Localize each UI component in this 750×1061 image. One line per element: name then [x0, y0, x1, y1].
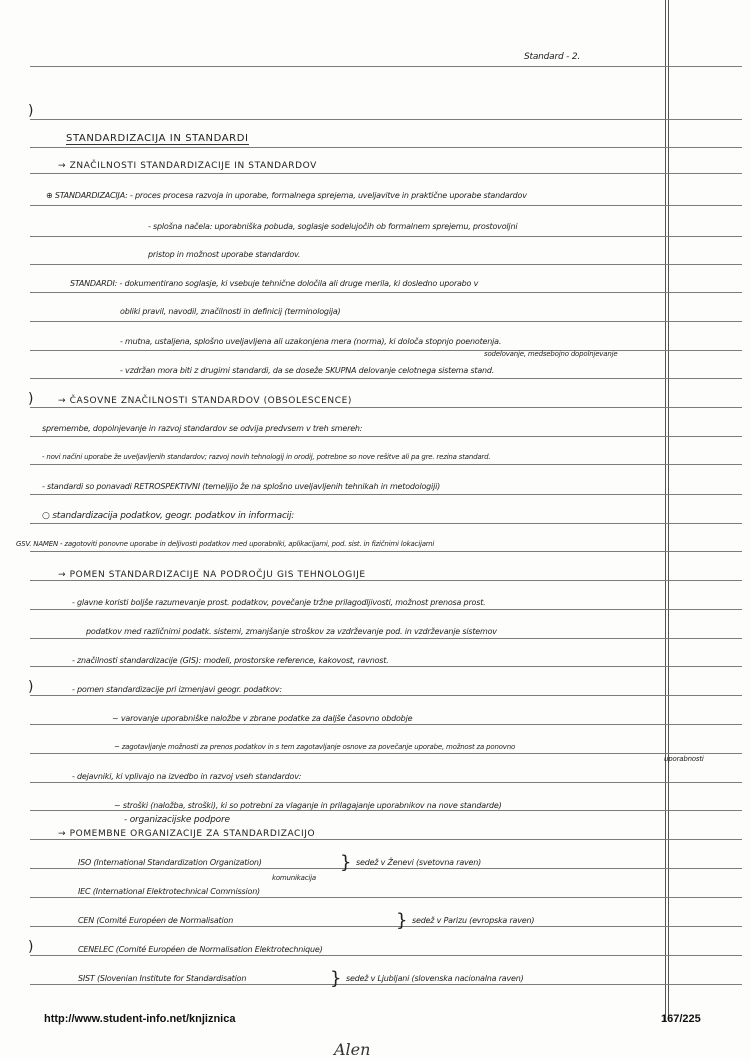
- org-sist-note: sedež v Ljubljani (slovenska nacionalna raven): [346, 974, 524, 983]
- rule-line: [30, 955, 742, 956]
- rule-line: [30, 236, 742, 237]
- margin-tick: ): [28, 939, 34, 955]
- rule-line: [30, 868, 742, 869]
- text-line: ~ stroški (naložba, stroški), ki so potrebni za vlaganje in prilagajanje uporabnikov na nove standarde): [114, 801, 502, 810]
- rule-line: [30, 119, 742, 120]
- page-label: Standard - 2.: [524, 52, 581, 62]
- rule-line: [30, 551, 742, 552]
- rule-line: [30, 753, 742, 754]
- rule-line: [30, 580, 742, 581]
- text-line: - splošna načela: uporabniška pobuda, soglasje sodelujočih ob formalnem sprejemu, prostovoljni: [148, 222, 518, 231]
- rule-line: [30, 436, 742, 437]
- margin-tick: ): [28, 679, 34, 695]
- brace-symbol: }: [396, 910, 408, 931]
- org-iec: IEC (International Elektrotechnical Commission): [78, 887, 260, 896]
- section-heading: → POMEN STANDARDIZACIJE NA PODROČJU GIS TEHNOLOGIJE: [58, 570, 366, 580]
- org-cen: CEN (Comité Européen de Normalisation: [78, 916, 234, 925]
- text-line: GSV. NAMEN - zagotoviti ponovne uporabe in deljivosti podatkov med uporabniki, aplikacijami, pod. sist. in fizičnimi lokacijami: [16, 540, 435, 548]
- rule-line: [30, 695, 742, 696]
- text-line: pristop in možnost uporabe standardov.: [148, 250, 301, 259]
- rule-line: [30, 810, 742, 811]
- text-line: spremembe, dopolnjevanje in razvoj standardov se odvija predvsem v treh smereh:: [42, 424, 363, 433]
- org-cen-note: sedež v Parizu (evropska raven): [412, 916, 535, 925]
- footer-url: http://www.student-info.net/knjiznica: [44, 1013, 236, 1025]
- rule-line: [30, 839, 742, 840]
- rule-line: [30, 321, 742, 322]
- brace-symbol: }: [340, 852, 352, 873]
- org-sist: SIST (Slovenian Institute for Standardisation: [78, 974, 247, 983]
- margin-tick: ): [28, 391, 34, 407]
- margin-tick: ): [28, 103, 34, 119]
- org-cenelec: CENELEC (Comité Européen de Normalisation Elektrotechnique): [78, 945, 323, 954]
- text-line: - značilnosti standardizacije (GIS): modeli, prostorske reference, kakovost, ravnost.: [72, 656, 389, 665]
- text-line: ~ varovanje uporabniške naložbe v zbrane podatke za daljše časovno obdobje: [112, 714, 413, 723]
- rule-line: [30, 984, 742, 985]
- rule-line: [30, 494, 742, 495]
- brace-symbol: }: [330, 968, 342, 989]
- text-line: - novi načini uporabe že uveljavljenih standardov; razvoj novih tehnologij in orodij, potrebne so nove rešitve ali pa gre. rezina standard.: [42, 453, 491, 461]
- org-iso-note: sedež v Ženevi (svetovna raven): [356, 858, 482, 867]
- text-line: - pomen standardizacije pri izmenjavi geogr. podatkov:: [72, 685, 282, 694]
- section-heading: → ČASOVNE ZNAČILNOSTI STANDARDOV (OBSOLESCENCE): [58, 396, 352, 406]
- text-line: ○ standardizacija podatkov, geogr. podatkov in informacij:: [42, 511, 295, 521]
- text-line: obliki pravil, navodil, značilnosti in definicij (terminologija): [120, 307, 341, 316]
- rule-line: [30, 782, 742, 783]
- rule-line: [30, 292, 742, 293]
- annotation-note: komunikacija: [272, 874, 316, 882]
- text-line: - vzdržan mora biti z drugimi standardi, da se doseže SKUPNA delovanje celotnega sistema stand.: [120, 366, 495, 375]
- text-line: podatkov med različnimi podatk. sistemi, zmanjšanje stroškov za vzdrževanje pod. in vzdrževanje sistemov: [86, 627, 497, 636]
- annotation-note: uporabnosti: [664, 755, 704, 763]
- rule-line: [30, 724, 742, 725]
- text-line: - mutna, ustaljena, splošno uveljavljena ali uzakonjena mera (norma), ki določa stopnjo poenotenja.: [120, 337, 502, 346]
- text-line: STANDARDI: - dokumentirano soglasje, ki vsebuje tehnične določila ali druge merila, ki dosledno uporabo v: [70, 279, 479, 288]
- rule-line: [30, 638, 742, 639]
- rule-line: [30, 264, 742, 265]
- rule-line: [30, 173, 742, 174]
- section-heading: → POMEMBNE ORGANIZACIJE ZA STANDARDIZACIJO: [58, 829, 316, 839]
- signature: Alen: [334, 1040, 371, 1059]
- rule-line: [30, 205, 742, 206]
- rule-line: [30, 523, 742, 524]
- footer-page-count: 167/225: [661, 1013, 701, 1025]
- rule-line: [30, 378, 742, 379]
- text-line: - standardi so ponavadi RETROSPEKTIVNI (temeljijo že na splošno uveljavljenih tehnikah in metodologiji): [42, 482, 441, 491]
- text-line: - dejavniki, ki vplivajo na izvedbo in razvoj vseh standardov:: [72, 772, 302, 781]
- page-title: STANDARDIZACIJA IN STANDARDI: [66, 133, 249, 144]
- rule-line: [30, 66, 742, 67]
- rule-line: [30, 407, 742, 408]
- annotation-note: sodelovanje, medsebojno dopolnjevanje: [484, 350, 618, 358]
- rule-line: [30, 609, 742, 610]
- text-line: - glavne koristi boljše razumevanje prost. podatkov, povečanje tržne prilagodljivosti, možnost prenosa prost.: [72, 598, 486, 607]
- section-heading: → ZNAČILNOSTI STANDARDIZACIJE IN STANDARDOV: [58, 161, 317, 171]
- text-line: ~ zagotavljanje možnosti za prenos podatkov in s tem zagotavljanje osnove za povečanje uporabe, možnost za ponovno: [114, 743, 516, 751]
- text-line: ⊕ STANDARDIZACIJA: - proces procesa razvoja in uporabe, formalnega sprejema, uveljavitve in praktične uporabe standardov: [46, 191, 527, 200]
- rule-line: [30, 350, 742, 351]
- rule-line: [30, 897, 742, 898]
- rule-line: [30, 464, 742, 465]
- org-iso: ISO (International Standardization Organization): [78, 858, 262, 867]
- rule-line: [30, 147, 742, 148]
- rule-line: [30, 926, 742, 927]
- rule-line: [30, 666, 742, 667]
- annotation-note: - organizacijske podpore: [124, 815, 230, 825]
